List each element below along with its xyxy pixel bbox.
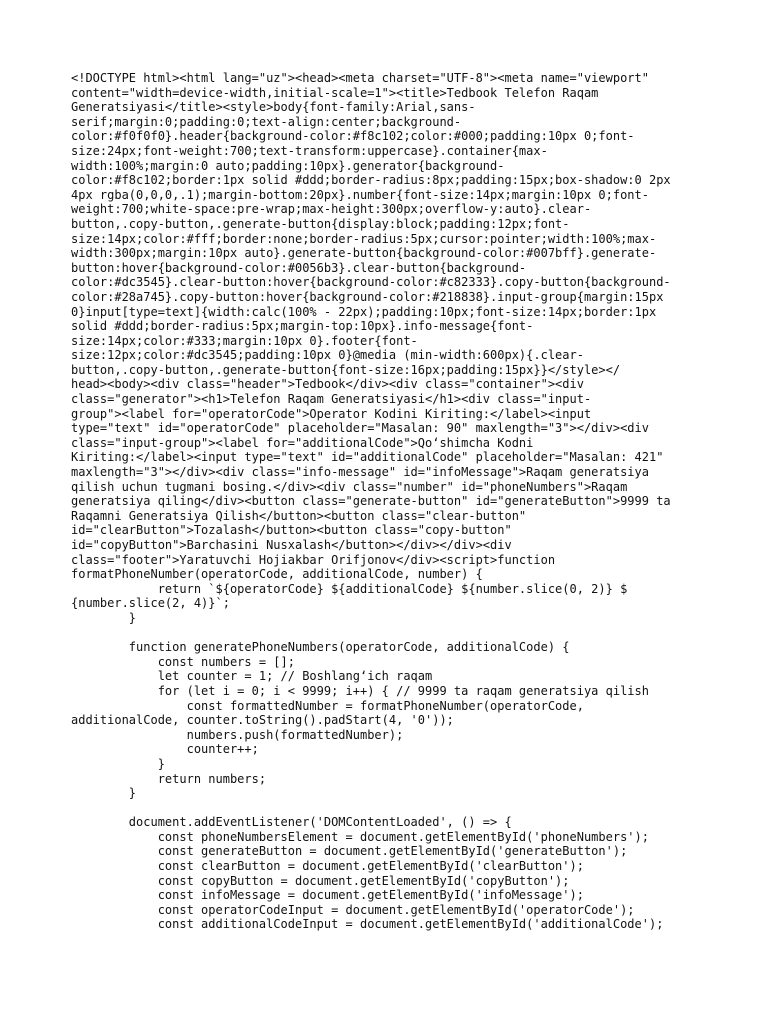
code-line: additionalCode, counter.toString().padStart(4, '0')); xyxy=(71,713,454,728)
code-line: size:12px;color:#dc3545;padding:10px 0}@media (min-width:600px){.clear- xyxy=(71,348,584,363)
code-line: const formattedNumber = formatPhoneNumber(operatorCode, xyxy=(71,698,584,713)
code-line: Raqamni Generatsiya Qilish</button><button class="clear-button" xyxy=(71,508,527,523)
code-line: maxlength="3"></div><div class="info-message" id="infoMessage">Raqam generatsiya xyxy=(71,465,649,480)
code-line: } xyxy=(71,610,137,625)
code-line: size:14px;color:#333;margin:10px 0}.footer{font- xyxy=(71,333,418,348)
code-line: type="text" id="operatorCode" placeholder="Masalan: 90" maxlength="3"></div><div xyxy=(71,421,649,436)
code-line: button,.copy-button,.generate-button{font-size:16px;padding:15px}}</style></ xyxy=(71,362,621,377)
code-line: 4px rgba(0,0,0,.1);margin-bottom:20px}.number{font-size:14px;margin:10px 0;font- xyxy=(71,187,649,202)
code-line xyxy=(71,801,711,816)
code-line: color:#28a745}.copy-button:hover{background-color:#218838}.input-group{margin:15px xyxy=(71,289,664,304)
code-line: content="width=device-width,initial-scale=1"><title>Tedbook Telefon Raqam xyxy=(71,85,599,100)
code-line: const phoneNumbersElement = document.getElementById('phoneNumbers'); xyxy=(71,829,649,844)
code-line: button,.copy-button,.generate-button{display:block;padding:12px;font- xyxy=(71,216,570,231)
code-line: serif;margin:0;padding:0;text-align:center;background- xyxy=(71,114,462,129)
code-line: <!DOCTYPE html><html lang="uz"><head><meta charset="UTF-8"><meta name="viewport" xyxy=(71,71,649,85)
code-line: size:14px;color:#fff;border:none;border-radius:5px;cursor:pointer;width:100%;max- xyxy=(71,231,657,246)
code-line: Generatsiyasi</title><style>body{font-family:Arial,sans- xyxy=(71,100,476,115)
code-line: class="footer">Yaratuvchi Hojiakbar Orifjonov</div><script>function xyxy=(71,552,556,567)
code-line: let counter = 1; // Boshlang‘ich raqam xyxy=(71,669,433,684)
code-line: width:100%;margin:0 auto;padding:10px}.generator{background- xyxy=(71,158,505,173)
code-line: const infoMessage = document.getElementById('infoMessage'); xyxy=(71,888,584,903)
code-line: size:24px;font-weight:700;text-transform:uppercase}.container{max- xyxy=(71,143,548,158)
code-line: formatPhoneNumber(operatorCode, additionalCode, number) { xyxy=(71,567,483,582)
code-line: color:#dc3545}.clear-button:hover{background-color:#c82333}.copy-button{background- xyxy=(71,275,671,290)
code-line: const generateButton = document.getElementById('generateButton'); xyxy=(71,844,628,859)
code-line: head><body><div class="header">Tedbook</div><div class="container"><div xyxy=(71,377,584,392)
code-line: Kiriting:</label><input type="text" id="additionalCode" placeholder="Masalan: 421" xyxy=(71,450,664,465)
code-line: const numbers = []; xyxy=(71,654,295,669)
code-line: document.addEventListener('DOMContentLoaded', () => { xyxy=(71,815,512,830)
code-line: qilish uchun tugmani bosing.</div><div class="number" id="phoneNumbers">Raqam xyxy=(71,479,628,494)
code-line xyxy=(71,626,711,641)
code-line: function generatePhoneNumbers(operatorCode, additionalCode) { xyxy=(71,640,570,655)
code-line: return numbers; xyxy=(71,771,267,786)
document-page xyxy=(71,71,711,932)
code-line: const clearButton = document.getElementById('clearButton'); xyxy=(71,859,584,874)
code-line: const additionalCodeInput = document.getElementById('additionalCode'); xyxy=(71,917,664,932)
code-line: color:#f8c102;border:1px solid #ddd;border-radius:8px;padding:15px;box-shadow:0 2px xyxy=(71,173,671,188)
code-line: class="generator"><h1>Telefon Raqam Generatsiyasi</h1><div class="input- xyxy=(71,392,592,407)
code-line: const operatorCodeInput = document.getElementById('operatorCode'); xyxy=(71,902,635,917)
code-line: class="input-group"><label for="additionalCode">Qo‘shimcha Kodni xyxy=(71,435,534,450)
code-line: width:300px;margin:10px auto}.generate-button{background-color:#007bff}.generate- xyxy=(71,246,657,261)
code-line: } xyxy=(71,786,137,801)
code-line: const copyButton = document.getElementById('copyButton'); xyxy=(71,873,570,888)
code-line: group"><label for="operatorCode">Operator Kodini Kiriting:</label><input xyxy=(71,406,592,421)
code-line: color:#f0f0f0}.header{background-color:#f8c102;color:#000;padding:10px 0;font- xyxy=(71,129,635,144)
code-line: return `${operatorCode} ${additionalCode} ${number.slice(0, 2)} $ xyxy=(71,581,628,596)
code-line: counter++; xyxy=(71,742,259,757)
code-line: solid #ddd;border-radius:5px;margin-top:10px}.info-message{font- xyxy=(71,319,534,334)
code-line: numbers.push(formattedNumber); xyxy=(71,727,404,742)
code-line: id="clearButton">Tozalash</button><button class="copy-button" xyxy=(71,523,512,538)
code-line: button:hover{background-color:#0056b3}.clear-button{background- xyxy=(71,260,527,275)
code-line: for (let i = 0; i < 9999; i++) { // 9999 ta raqam generatsiya qilish xyxy=(71,683,649,698)
code-line: 0}input[type=text]{width:calc(100% - 22px);padding:10px;font-size:14px;border:1px xyxy=(71,304,657,319)
code-line: {number.slice(2, 4)}`; xyxy=(71,596,230,611)
code-line: weight:700;white-space:pre-wrap;max-height:300px;overflow-y:auto}.clear- xyxy=(71,202,592,217)
code-line: id="copyButton">Barchasini Nusxalash</button></div></div><div xyxy=(71,538,512,552)
code-line: } xyxy=(71,756,165,771)
code-line: generatsiya qiling</div><button class="generate-button" id="generateButton">9999 ta xyxy=(71,494,671,509)
